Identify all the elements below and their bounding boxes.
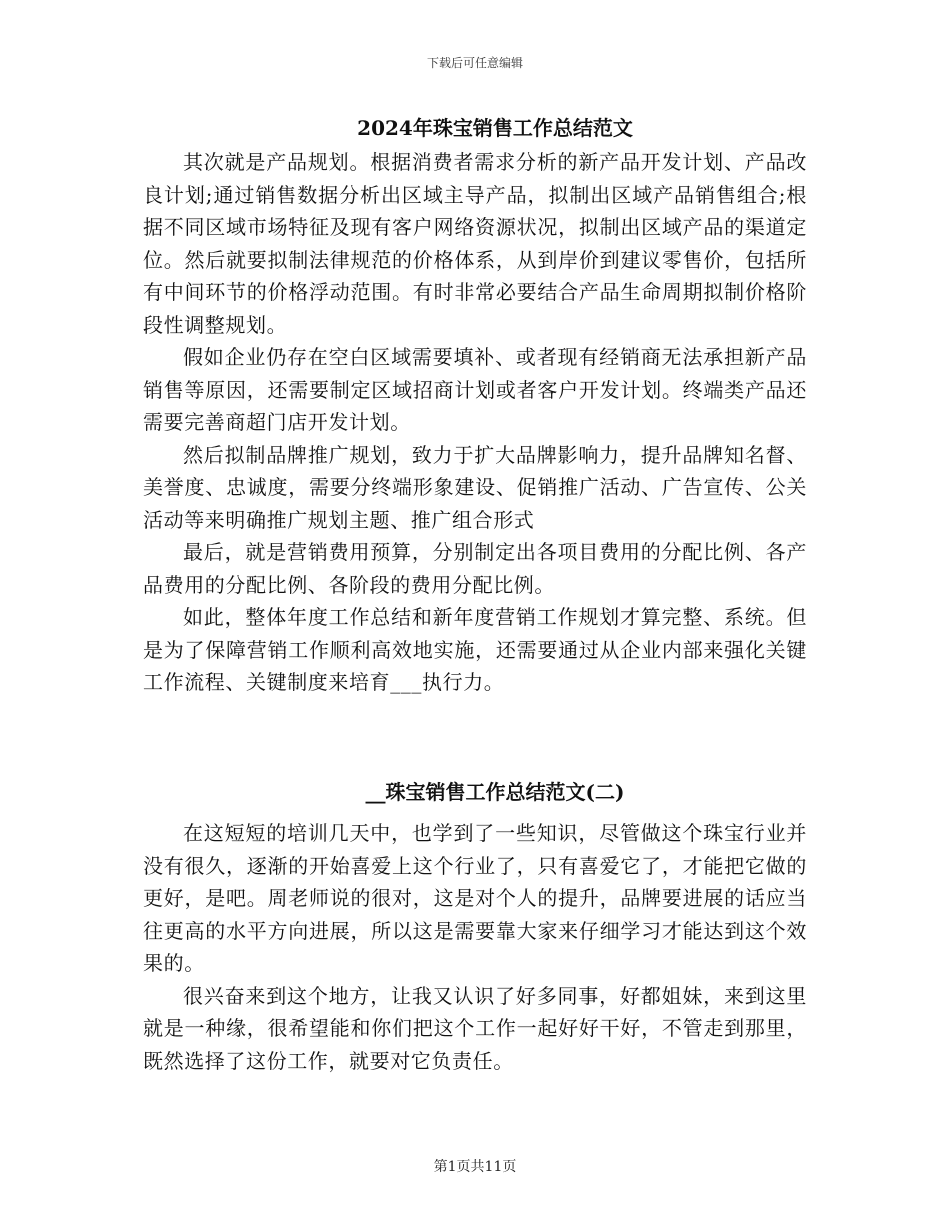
paragraph: 在这短短的培训几天中，也学到了一些知识，尽管做这个珠宝行业并没有很久，逐渐的开始喜爱上这个行业了，只有喜爱它了，才能把它做的更好，是吧。周老师说的很对，这是对个人的提升，品牌要进展的话应当往更高的水平方向进展，所以这是需要靠大家来仔细学习才能达到这个效果的。 [143, 821, 807, 975]
section-2-title: __珠宝销售工作总结范文(二) [365, 780, 625, 804]
page-footer: 第1页共11页 [433, 1159, 517, 1175]
paragraph: 其次就是产品规划。根据消费者需求分析的新产品开发计划、产品改良计划;通过销售数据分析出区域主导产品，拟制出区域产品销售组合;根据不同区域市场特征及现有客户网络资源状况，拟制出区域产品的渠道定位。然后就要拟制法律规范的价格体系，从到岸价到建议零售价，包括所有中间环节的价格浮动范围。有时非常必要结合产品生命周期拟制价格阶段性调整规划。 [143, 150, 807, 337]
paragraph: 很兴奋来到这个地方，让我又认识了好多同事，好都姐妹，来到这里就是一种缘，很希望能和你们把这个工作一起好好干好，不管走到那里，既然选择了这份工作，就要对它负责任。 [143, 983, 807, 1073]
section-2-body [143, 817, 807, 1077]
paragraph: 最后，就是营销费用预算，分别制定出各项目费用的分配比例、各产品费用的分配比例、各阶段的费用分配比例。 [143, 540, 807, 597]
paragraph: 然后拟制品牌推广规划，致力于扩大品牌影响力，提升品牌知名督、美誉度、忠诚度，需要分终端形象建设、促销推广活动、广告宣传、公关活动等来明确推广规划主题、推广组合形式 [143, 442, 807, 532]
document-title: 2024年珠宝销售工作总结范文 [357, 116, 633, 140]
section-1-body [143, 146, 807, 699]
header-note: 下载后可任意编辑 [426, 56, 523, 70]
paragraph: 如此，整体年度工作总结和新年度营销工作规划才算完整、系统。但是为了保障营销工作顺利高效地实施，还需要通过从企业内部来强化关键工作流程、关键制度来培育___执行力。 [143, 605, 807, 694]
paragraph: 假如企业仍存在空白区域需要填补、或者现有经销商无法承担新产品销售等原因，还需要制定区域招商计划或者客户开发计划。终端类产品还需要完善商超门店开发计划。 [143, 345, 807, 434]
